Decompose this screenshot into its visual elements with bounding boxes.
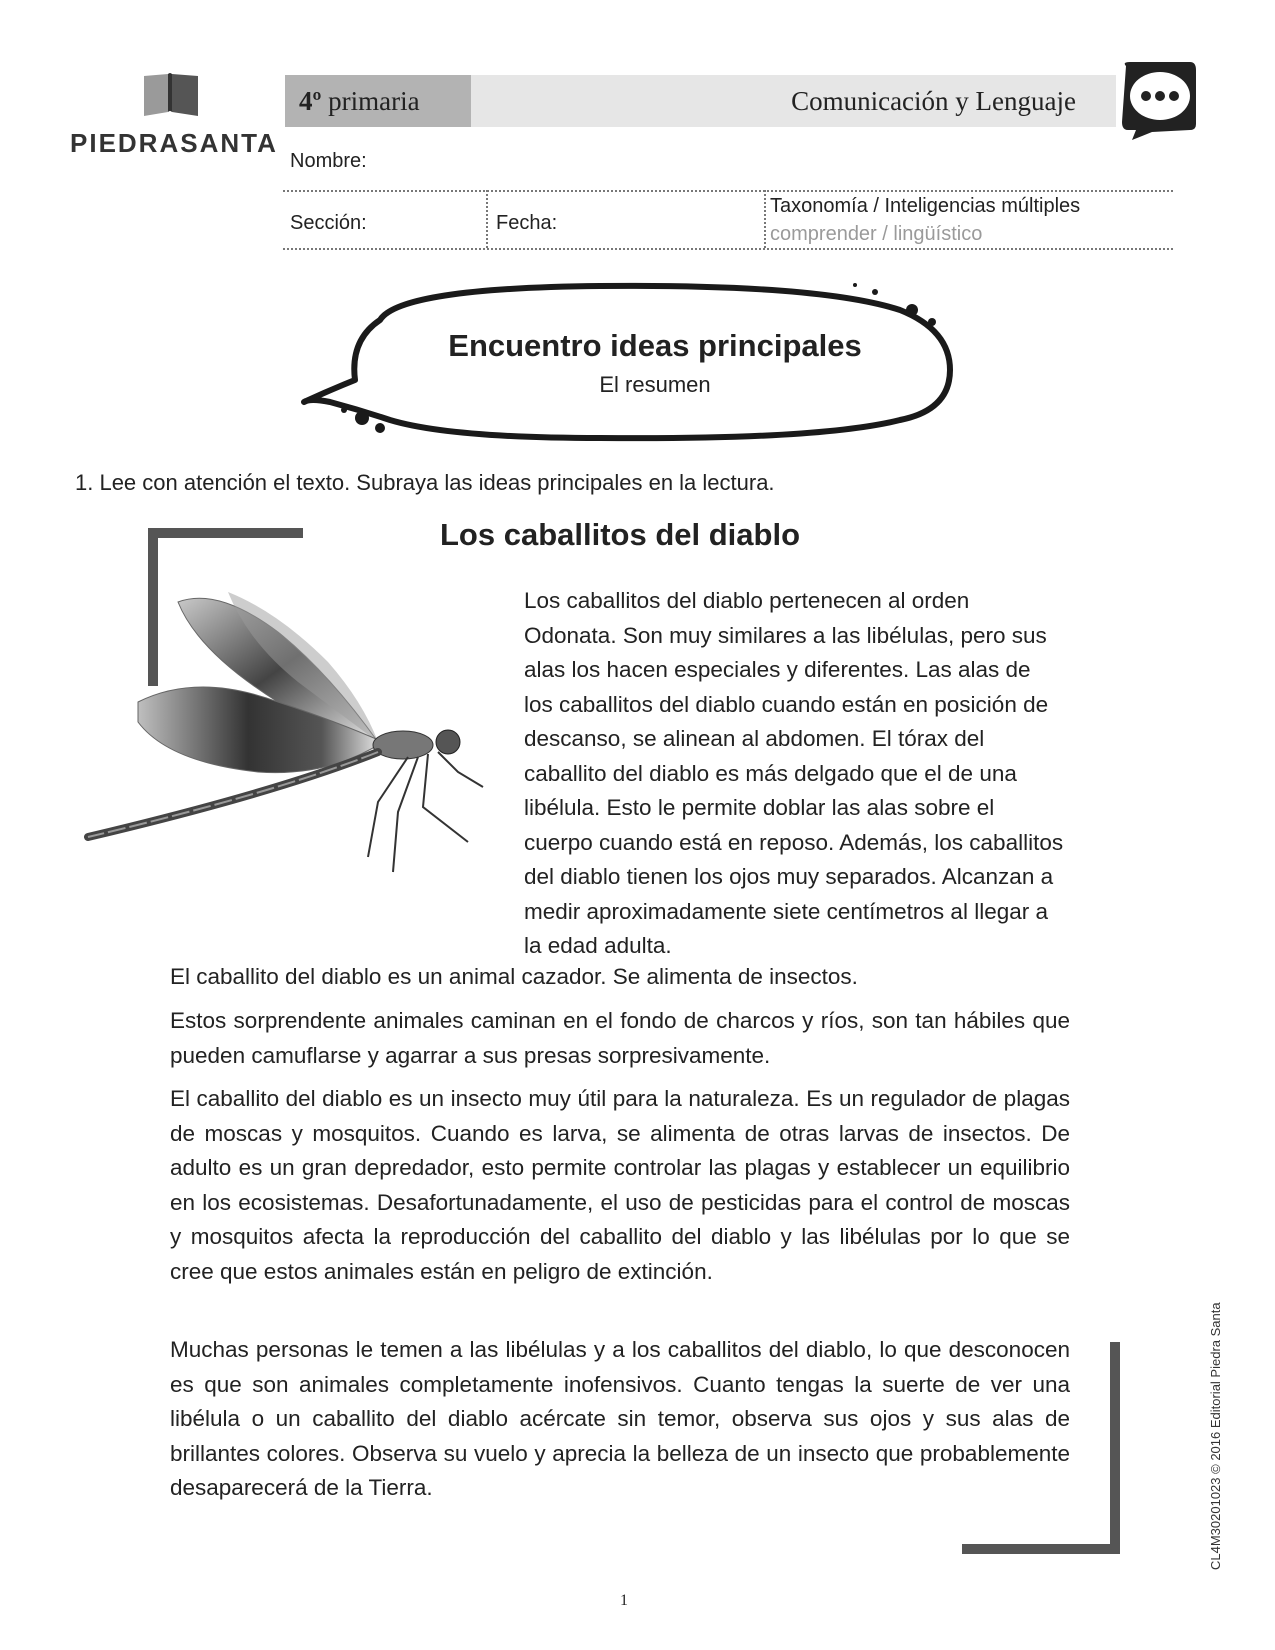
grade-text: primaria bbox=[328, 86, 420, 116]
date-field-label: Fecha: bbox=[496, 212, 558, 234]
section-field-label: Sección: bbox=[290, 212, 367, 234]
book-logo-icon bbox=[140, 72, 202, 120]
instruction-text: 1. Lee con atención el texto. Subraya las ideas principales en la lectura. bbox=[75, 470, 775, 495]
taxonomy-value: comprender / lingüístico bbox=[770, 223, 983, 245]
divider bbox=[283, 190, 1173, 192]
taxonomy-label: Taxonomía / Inteligencias múltiples bbox=[770, 195, 1081, 217]
reading-paragraph: Los caballitos del diablo pertenecen al orden Odonata. Son muy similares a las libélulas, pero sus alas los hacen especiales y diferentes. Las alas de los caballitos del diablo cuando están en posición de descanso, se alinean al abdomen. El tórax del caballito del diablo es más delgado que el de una libélula. Esto le permite doblar las alas sobre el cuerpo cuando está en reposo. Además, los caballitos del diablo tienen los ojos muy separados. Alcanzan a medir aproximadamente siete centímetros al llegar a la edad adulta. bbox=[524, 588, 1064, 958]
page-number: 1 bbox=[620, 1592, 628, 1609]
name-field-label: Nombre: bbox=[290, 150, 367, 172]
grade-label bbox=[285, 75, 471, 127]
reading-title: Los caballitos del diablo bbox=[440, 517, 801, 552]
copyright-text: CL4M30201023 © 2016 Editorial Piedra Santa bbox=[1208, 1302, 1223, 1570]
reading-paragraph: Muchas personas le temen a las libélulas y a los caballitos del diablo, lo que desconocen es que son animales completamente inofensivos. Cuanto tengas la suerte de ver una libélula o un caballito del diablo acércate sin temor, observa sus ojos y sus alas de brillantes colores. Observa su vuelo y aprecia la belleza de un insecto que probablemente desaparecerá de la Tierra. bbox=[170, 1337, 1070, 1500]
reading-paragraph: El caballito del diablo es un insecto muy útil para la naturaleza. Es un regulador de plagas de moscas y mosquitos. Cuando es larva, se alimenta de otras larvas de insectos. De adulto es un gran depredador, esto permite controlar las plagas y establecer un equilibrio en los ecosistemas. Desafortunadamente, el uso de pesticidas para el control de moscas y mosquitos afecta la reproducción del caballito del diablo y las libélulas por lo que se cree que estos animales están en peligro de extinción. bbox=[170, 1086, 1070, 1284]
divider bbox=[283, 248, 1173, 250]
dragonfly-illustration bbox=[78, 592, 518, 922]
divider bbox=[486, 190, 488, 248]
reading-paragraph: Estos sorprendente animales caminan en el fondo de charcos y ríos, son tan hábiles que pueden camuflarse y agarrar a sus presas sorpresivamente. bbox=[170, 1008, 1070, 1068]
chat-bubble-icon bbox=[1118, 60, 1198, 142]
copyright-code bbox=[1208, 1250, 1228, 1570]
grade-number: 4º bbox=[299, 86, 322, 116]
reading-paragraph: El caballito del diablo es un animal cazador. Se alimenta de insectos. bbox=[170, 964, 858, 989]
lesson-title: Encuentro ideas principales bbox=[448, 328, 862, 363]
divider bbox=[764, 190, 766, 248]
lesson-subtitle: El resumen bbox=[599, 372, 711, 397]
brand-logo: PIEDRASANTA bbox=[70, 128, 278, 158]
subject-title: Comunicación y Lenguaje bbox=[471, 75, 1116, 127]
title-speech-bubble bbox=[300, 280, 960, 450]
